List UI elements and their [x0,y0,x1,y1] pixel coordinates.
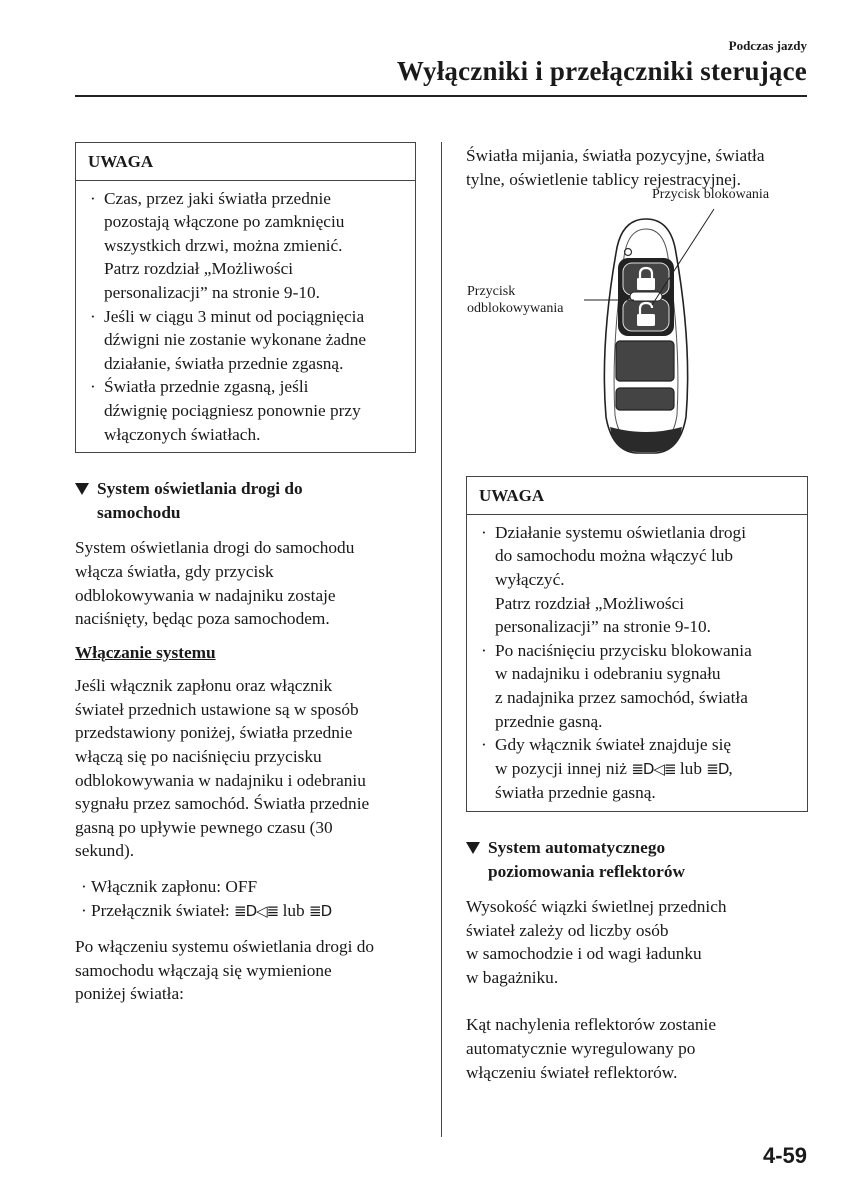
intro-paragraph: System oświetlania drogi do samochodu włącza światła, gdy przycisk odblokowywania w nadajniku zostaje naciśnięty, będąc poza samochodem. [75,538,355,629]
note-item: · Czas, przez jaki światła przednie pozostają włączone po zamknięciu wszystkich drzwi, można zmienić. Patrz rozdział „Możliwości personalizacji” na stronie 9-10. [88,187,409,305]
key-fob-figure [466,187,808,460]
triangle-marker-icon [75,483,89,495]
note-heading: UWAGA [76,143,415,181]
column-divider [441,142,442,1137]
key-fob-illustration [466,195,808,460]
conditions-list [75,875,416,923]
activation-paragraph: Jeśli włącznik zapłonu oraz włącznik świateł przednich ustawione są w sposób przedstawiony poniżej, światła przednie włączą się po naciśnięciu przycisku odblokowywania w nadajniku i odebraniu sygnału przez samochód. Światła przednie gasną po upływie pewnego czasu (30 sekund). [75,676,370,861]
unlock-button-label: Przycisk odblokowywania [467,284,564,317]
condition-ignition: · Włącznik zapłonu: OFF [75,875,416,899]
leveling-paragraph: Wysokość wiązki świetlnej przednich świateł zależy od liczby osób w samochodzie i od wagi ładunku w bagażniku. [466,897,727,987]
note-body [76,181,415,453]
page-number: 4-59 [762,1143,807,1168]
parking-light-icon: ≣D◁≣ [234,901,279,920]
adjustment-paragraph: Kąt nachylenia reflektorów zostanie automatycznie wyregulowany po włączeniu świateł reflektorów. [466,1015,716,1082]
lights-list: Światła mijania, światła pozycyjne, światła tylne, oświetlenie tablicy rejestracyjnej. [466,146,765,189]
title-rule [75,95,807,97]
note-body [467,515,807,811]
condition-light-switch: · Przełącznik świateł: ≣D◁≣ lub ≣D [75,899,416,924]
section-heading: System automatycznego poziomowania reflektorów [466,836,808,883]
note-box [466,476,808,812]
parking-light-icon: ≣D◁≣ [631,759,676,778]
note-item: · Po naciśnięciu przycisku blokowania w nadajniku i odebraniu sygnału z nadajnika przez samochód, światła przednie gasną. [479,639,801,733]
note-item: · Jeśli w ciągu 3 minut od pociągnięcia dźwigni nie zostanie wykonane żadne działanie, światła przednie zgasną. [88,305,409,376]
after-paragraph: Po włączeniu systemu oświetlania drogi do samochodu włączają się wymienione poniżej światła: [75,937,375,1004]
note-item: · Gdy włącznik świateł znajduje się w pozycji innej niż ≣D◁≣ lub ≣D, światła przednie gasną. [479,733,801,805]
headlight-icon: ≣D [309,901,332,920]
lock-button-label: Przycisk blokowania [652,187,770,203]
section-label: Podczas jazdy [728,38,807,53]
page-title: Wyłączniki i przełączniki sterujące [396,56,807,86]
section-heading: System oświetlania drogi do samochodu [75,477,416,524]
note-heading: UWAGA [467,477,807,515]
note-item: · Działanie systemu oświetlania drogi do samochodu można włączyć lub wyłączyć. Patrz rozdział „Możliwości personalizacji” na stronie 9-10. [479,521,801,639]
note-item: · Światła przednie zgasną, jeśli dźwignię pociągniesz ponownie przy włączonych światłach. [88,375,409,446]
left-column [75,142,416,1006]
triangle-marker-icon [466,842,480,854]
headlight-icon: ≣D [706,759,729,778]
note-box [75,142,416,453]
right-column [466,142,808,1084]
subheading: Włączanie systemu [75,642,216,662]
